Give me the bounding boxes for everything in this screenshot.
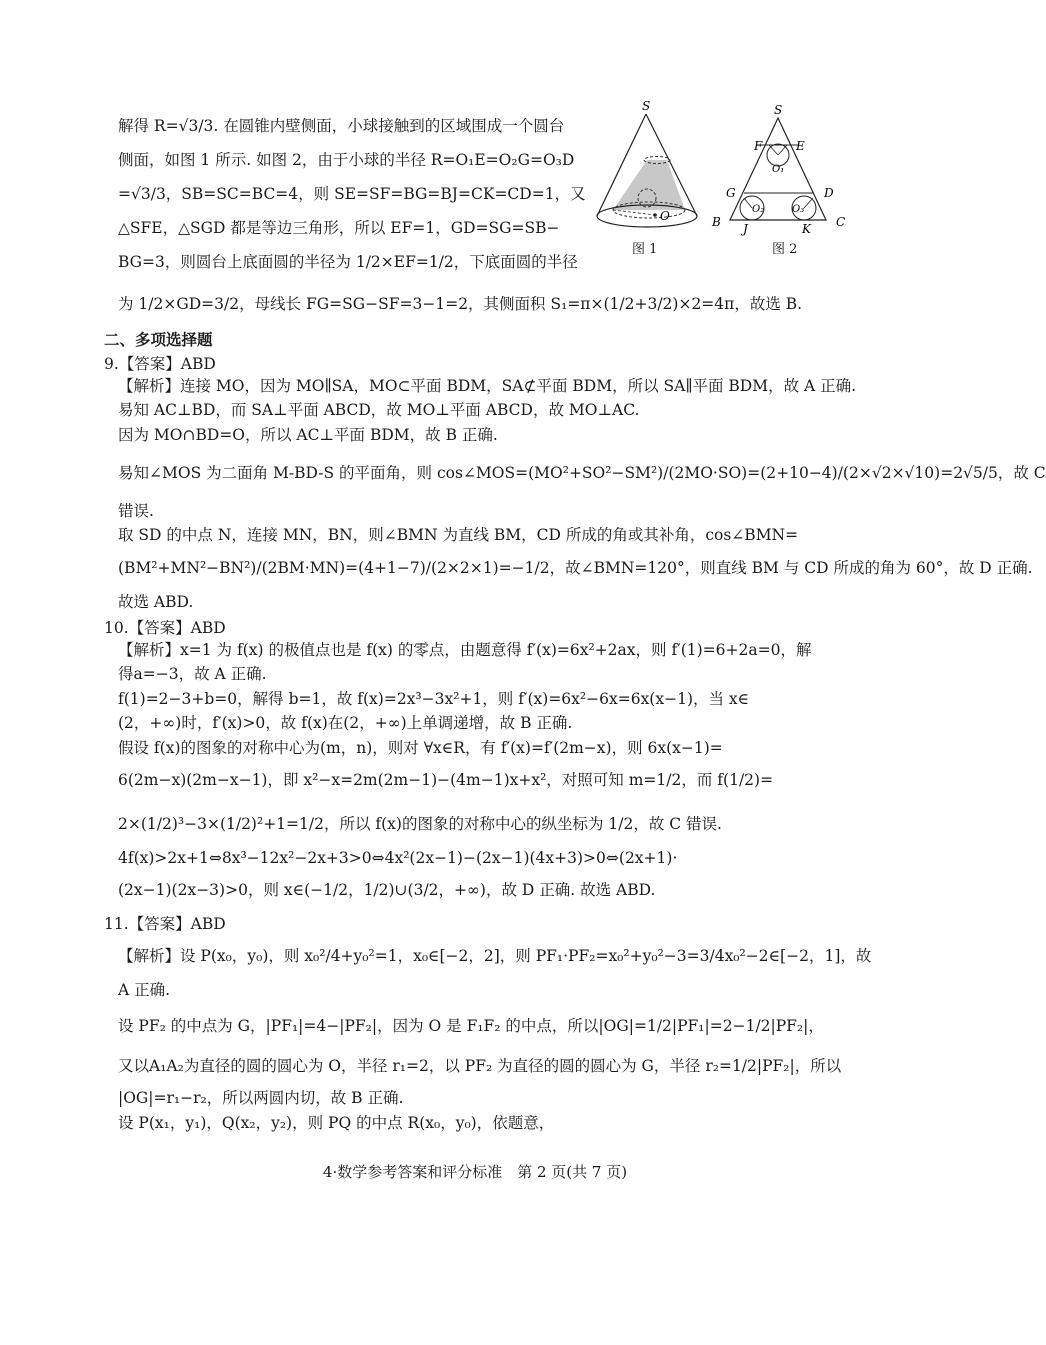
figure-2-label-o3: O₃ [792,204,805,215]
q11-answer: 11.【答案】ABD [104,915,226,933]
figure-2-triangle-diagram [710,100,855,235]
text-line: 侧面，如图 1 所示. 如图 2，由于小球的半径 R=O₁E=O₂G=O₃D [118,151,575,169]
text-line: 解得 R=√3/3. 在圆锥内壁侧面，小球接触到的区域围成一个圆台 [118,117,565,135]
figure-2-label-j: J [743,222,748,236]
q10-line: 得a=−3，故 A 正确. [118,665,267,683]
figure-2-caption: 图 2 [772,242,798,257]
q10-answer: 10.【答案】ABD [104,619,226,637]
q9-line: 错误. [118,502,154,520]
q11-line: 设 P(x₁，y₁)，Q(x₂，y₂)，则 PQ 的中点 R(x₀，y₀)，依题意， [118,1114,555,1132]
q9-line: 故选 ABD. [118,593,194,611]
q9-line: 易知∠MOS 为二面角 M-BD-S 的平面角，则 cos∠MOS=(MO²+SO²−SM²)/(2MO·SO)=(2+10−4)/(2×√2×√10)=2√5/5，故 C [118,464,1046,482]
q9-line: (BM²+MN²−BN²)/(2BM·MN)=(4+1−7)/(2×2×1)=−1/2，故∠BMN=120°，则直线 BM 与 CD 所成的角为 60°，故 D 正确. [118,559,1033,577]
figure-1-caption: 图 1 [632,242,658,257]
figure-1-label-o: O [660,209,670,223]
figure-2-label-k: K [802,222,811,236]
q10-line: 4f(x)>2x+1⇔8x³−12x²−2x+3>0⇔4x²(2x−1)−(2x−1)(4x+3)>0⇔(2x+1)· [118,849,678,867]
q9-line: 【解析】连接 MO，因为 MO∥SA，MO⊂平面 BDM，SA⊄平面 BDM，所以 SA∥平面 BDM，故 A 正确. [118,377,857,395]
q10-line: (2x−1)(2x−3)>0，则 x∈(−1/2，1/2)∪(3/2，+∞)，故 D 正确. 故选 ABD. [118,881,656,899]
text-line: =√3/3，SB=SC=BC=4，则 SE=SF=BG=BJ=CK=CD=1，又 [118,185,586,203]
text-line: 为 1/2×GD=3/2，母线长 FG=SG−SF=3−1=2，其侧面积 S₁=π×(1/2+3/2)×2=4π，故选 B. [118,295,803,313]
figure-2-label-d: D [824,186,834,200]
figure-2-label-o2: O₂ [752,204,765,215]
figure-2-label-e: E [796,139,805,153]
figure-1-cone-diagram [585,100,715,230]
figure-2-label-o1: O₁ [772,164,785,175]
figure-2-label-g: G [726,186,736,200]
q10-line: 假设 f(x)的图象的对称中心为(m，n)，则对 ∀x∈R，有 f′(x)=f′(2m−x)，则 6x(x−1)= [118,739,723,757]
q9-line: 因为 MO∩BD=O，所以 AC⊥平面 BDM，故 B 正确. [118,426,498,444]
q11-line: 设 PF₂ 的中点为 G，|PF₁|=4−|PF₂|，因为 O 是 F₁F₂ 的中点，所以|OG|=1/2|PF₁|=2−1/2|PF₂|， [118,1017,824,1035]
q10-line: 2×(1/2)³−3×(1/2)²+1=1/2，所以 f(x)的图象的对称中心的纵坐标为 1/2，故 C 错误. [118,815,722,833]
figure-1-label-s: S [642,99,651,113]
q11-line: A 正确. [118,981,171,999]
text-line: BG=3，则圆台上底面圆的半径为 1/2×EF=1/2，下底面圆的半径 [118,253,578,271]
q11-line: |OG|=r₁−r₂，所以两圆内切，故 B 正确. [118,1089,404,1107]
q9-line: 取 SD 的中点 N，连接 MN，BN，则∠BMN 为直线 BM，CD 所成的角或其补角，cos∠BMN= [118,526,799,544]
text-line: △SFE，△SGD 都是等边三角形，所以 EF=1，GD=SG=SB− [118,219,560,237]
q11-line: 【解析】设 P(x₀，y₀)，则 x₀²/4+y₀²=1，x₀∈[−2，2]，则 PF₁·PF₂=x₀²+y₀²−3=3/4x₀²−2∈[−2，1]，故 [118,947,872,965]
q11-line: 又以A₁A₂为直径的圆的圆心为 O，半径 r₁=2，以 PF₂ 为直径的圆的圆心为 G，半径 r₂=1/2|PF₂|，所以 [118,1057,842,1075]
q10-line: 6(2m−x)(2m−x−1)，即 x²−x=2m(2m−1)−(4m−1)x+x²，对照可知 m=1/2，而 f(1/2)= [118,771,774,789]
q10-line: f(1)=2−3+b=0，解得 b=1，故 f(x)=2x³−3x²+1，则 f′(x)=6x²−6x=6x(x−1)，当 x∈ [118,690,750,708]
figure-2-label-c: C [836,215,846,229]
q10-line: (2，+∞)时，f′(x)>0，故 f(x)在(2，+∞)上单调递增，故 B 正确. [118,714,573,732]
q9-answer: 9.【答案】ABD [104,355,216,373]
figure-2-label-s: S [774,103,783,117]
q9-line: 易知 AC⊥BD，而 SA⊥平面 ABCD，故 MO⊥平面 ABCD，故 MO⊥AC. [118,401,640,419]
q10-line: 【解析】x=1 为 f(x) 的极值点也是 f(x) 的零点，由题意得 f′(x)=6x²+2ax，则 f′(1)=6+2a=0，解 [118,641,812,659]
section-title: 二、多项选择题 [104,330,213,349]
figure-2-label-f: F [754,139,763,153]
page-footer: 4·数学参考答案和评分标准 第 2 页(共 7 页) [322,1163,628,1181]
figure-2-label-b: B [712,215,721,229]
